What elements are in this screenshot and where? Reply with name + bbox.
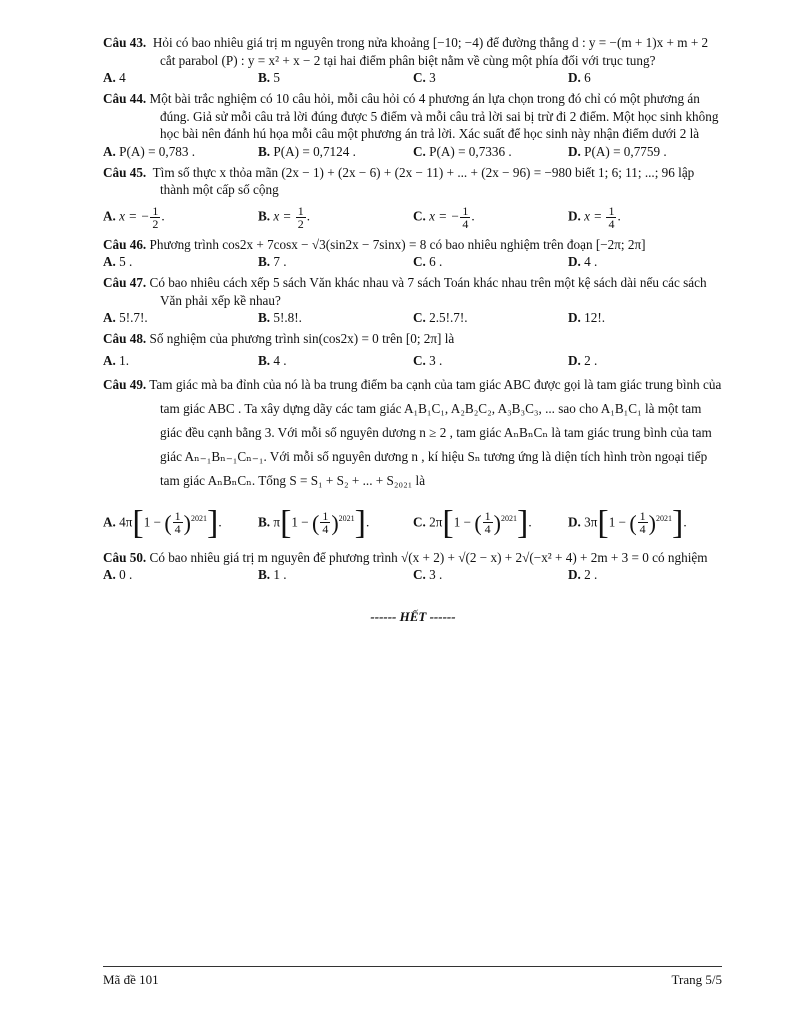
question-50 [103, 549, 723, 567]
question-text: Phương trình cos2x + 7cosx − √3(sin2x − 7sinx) = 8 có bao nhiêu nghiệm trên đoạn [−2π; 2π] [149, 236, 646, 252]
page-number: Trang 5/5 [671, 972, 722, 987]
option-c[interactable]: C. 2π[1 − ( $\frac{1}{4}$ )$^{2021}$]. [413, 503, 532, 541]
option-d[interactable]: D. x = $\frac{1}{4}$ . [568, 203, 621, 231]
question-43 [103, 34, 723, 69]
options-46 [103, 253, 723, 270]
end-mark: ------ HẾT ------ [370, 609, 456, 625]
question-text: Có bao nhiêu giá trị m nguyên để phương trình √(x + 2) + √(2 − x) + 2√(−x² + 4) + 2m + 3 = 0 có nghiệm [149, 549, 708, 565]
question-text: Một bài trắc nghiệm có 10 câu hỏi, mỗi câu hỏi có 4 phương án lựa chọn trong đó chỉ có một phương án đúng. Giả sử mỗi câu trả lời đúng được 5 điểm và mỗi câu trả lời sai bị trừ đi 2 điểm. Một học sinh không học bài nên đánh hú họa mỗi câu một phương án trả lời. Xác suất để học sinh này nhận điểm dưới 2 là [149, 91, 719, 141]
question-44 [103, 90, 723, 143]
option-d[interactable]: D. 4 . [568, 254, 598, 269]
exam-page [103, 34, 723, 625]
question-label: Câu 43. [103, 35, 147, 50]
question-text: Số nghiệm của phương trình sin(cos2x) = 0 trên [0; 2π] là [149, 331, 455, 346]
options-49 [103, 499, 723, 543]
question-label: Câu 46. [103, 236, 147, 252]
option-b[interactable]: B. 1 . [258, 567, 287, 583]
options-43 [103, 69, 723, 86]
question-label: Câu 47. [103, 275, 147, 290]
option-d[interactable]: D. 2 . [568, 352, 598, 368]
question-48 [103, 330, 723, 348]
option-d[interactable]: D. 2 . [568, 567, 598, 583]
question-46 [103, 236, 723, 254]
option-c[interactable]: C. 3 . [413, 352, 443, 368]
option-a[interactable]: A. 4π[1 − ( $\frac{1}{4}$ )$^{2021}$]. [103, 503, 222, 541]
option-a[interactable]: A. 4 [103, 70, 126, 85]
question-47 [103, 274, 723, 309]
question-label: Câu 44. [103, 91, 147, 106]
options-45 [103, 205, 723, 230]
option-c[interactable]: C. x = − $\frac{1}{4}$ . [413, 203, 475, 231]
option-b[interactable]: B. 7 . [258, 254, 287, 269]
question-49 [103, 373, 723, 493]
option-b[interactable]: B. x = $\frac{1}{2}$ . [258, 203, 311, 231]
question-text: Hỏi có bao nhiêu giá trị m nguyên trong nửa khoảng [−10; −4) để đường thẳng d : y = −(m + 1)x + m + 2 cắt parabol (P) : y = x² + x − 2 tại hai điểm phân biệt nằm về cùng một phía đối với trục tung? [152, 35, 709, 68]
question-text: Tìm số thực x thỏa mãn (2x − 1) + (2x − 6) + (2x − 11) + ... + (2x − 96) = −980 biết 1; 6; 11; ...; 96 lập thành một cấp số cộng [152, 164, 695, 197]
question-label: Câu 49. [103, 376, 147, 392]
options-50 [103, 566, 723, 583]
question-label: Câu 45. [103, 164, 147, 180]
option-c[interactable]: C. 3 . [413, 567, 443, 583]
option-b[interactable]: B. P(A) = 0,7124 . [258, 143, 356, 159]
options-47 [103, 309, 723, 326]
question-text: Tam giác mà ba đỉnh của nó là ba trung điểm ba cạnh của tam giác ABC được gọi là tam giác trung bình của tam giác ABC . Ta xây dựng dãy các tam giác A₁B₁C₁, A₂B₂C₂, A₃B₃C₃, ... sao cho A₁B₁C₁ là một tam giác đều cạnh bằng 3. Với mỗi số nguyên dương n ≥ 2 , tam giác AₙBₙCₙ là tam giác trung bình của tam giác Aₙ₋₁Bₙ₋₁Cₙ₋₁. Với mỗi số nguyên dương n , kí hiệu Sₙ tương ứng là diện tích hình tròn ngoại tiếp tam giác AₙBₙCₙ. Tổng S = S₁ + S₂ + ... + S₂₀₂₁ là [149, 376, 722, 488]
option-c[interactable]: C. P(A) = 0,7336 . [413, 143, 512, 159]
option-d[interactable]: D. P(A) = 0,7759 . [568, 143, 667, 159]
question-45 [103, 164, 723, 199]
option-d[interactable]: D. 6 [568, 70, 591, 85]
question-text: Có bao nhiêu cách xếp 5 sách Văn khác nhau và 7 sách Toán khác nhau trên một kệ sách dài nếu các sách Văn phải xếp kề nhau? [149, 275, 707, 308]
question-label: Câu 50. [103, 549, 147, 565]
option-a[interactable]: A. 1. [103, 352, 130, 368]
option-c[interactable]: C. 2.5!.7!. [413, 310, 468, 325]
option-d[interactable]: D. 3π[1 − ( $\frac{1}{4}$ )$^{2021}$]. [568, 503, 687, 541]
option-a[interactable]: A. P(A) = 0,783 . [103, 143, 196, 159]
option-a[interactable]: A. 5 . [103, 254, 133, 269]
question-label: Câu 48. [103, 331, 147, 346]
option-a[interactable]: A. 0 . [103, 567, 133, 583]
option-c[interactable]: C. 6 . [413, 254, 443, 269]
options-48 [103, 352, 723, 369]
option-c[interactable]: C. 3 [413, 70, 436, 85]
options-44 [103, 143, 723, 160]
option-b[interactable]: B. 5!.8!. [258, 310, 302, 325]
option-b[interactable]: B. π[1 − ( $\frac{1}{4}$ )$^{2021}$]. [258, 503, 370, 541]
option-b[interactable]: B. 4 . [258, 352, 287, 368]
page-footer [103, 966, 722, 988]
exam-code: Mã đề 101 [103, 972, 159, 987]
option-d[interactable]: D. 12!. [568, 310, 606, 325]
option-a[interactable]: A. x = − $\frac{1}{2}$ . [103, 203, 165, 231]
option-b[interactable]: B. 5 [258, 70, 280, 85]
option-a[interactable]: A. 5!.7!. [103, 310, 148, 325]
